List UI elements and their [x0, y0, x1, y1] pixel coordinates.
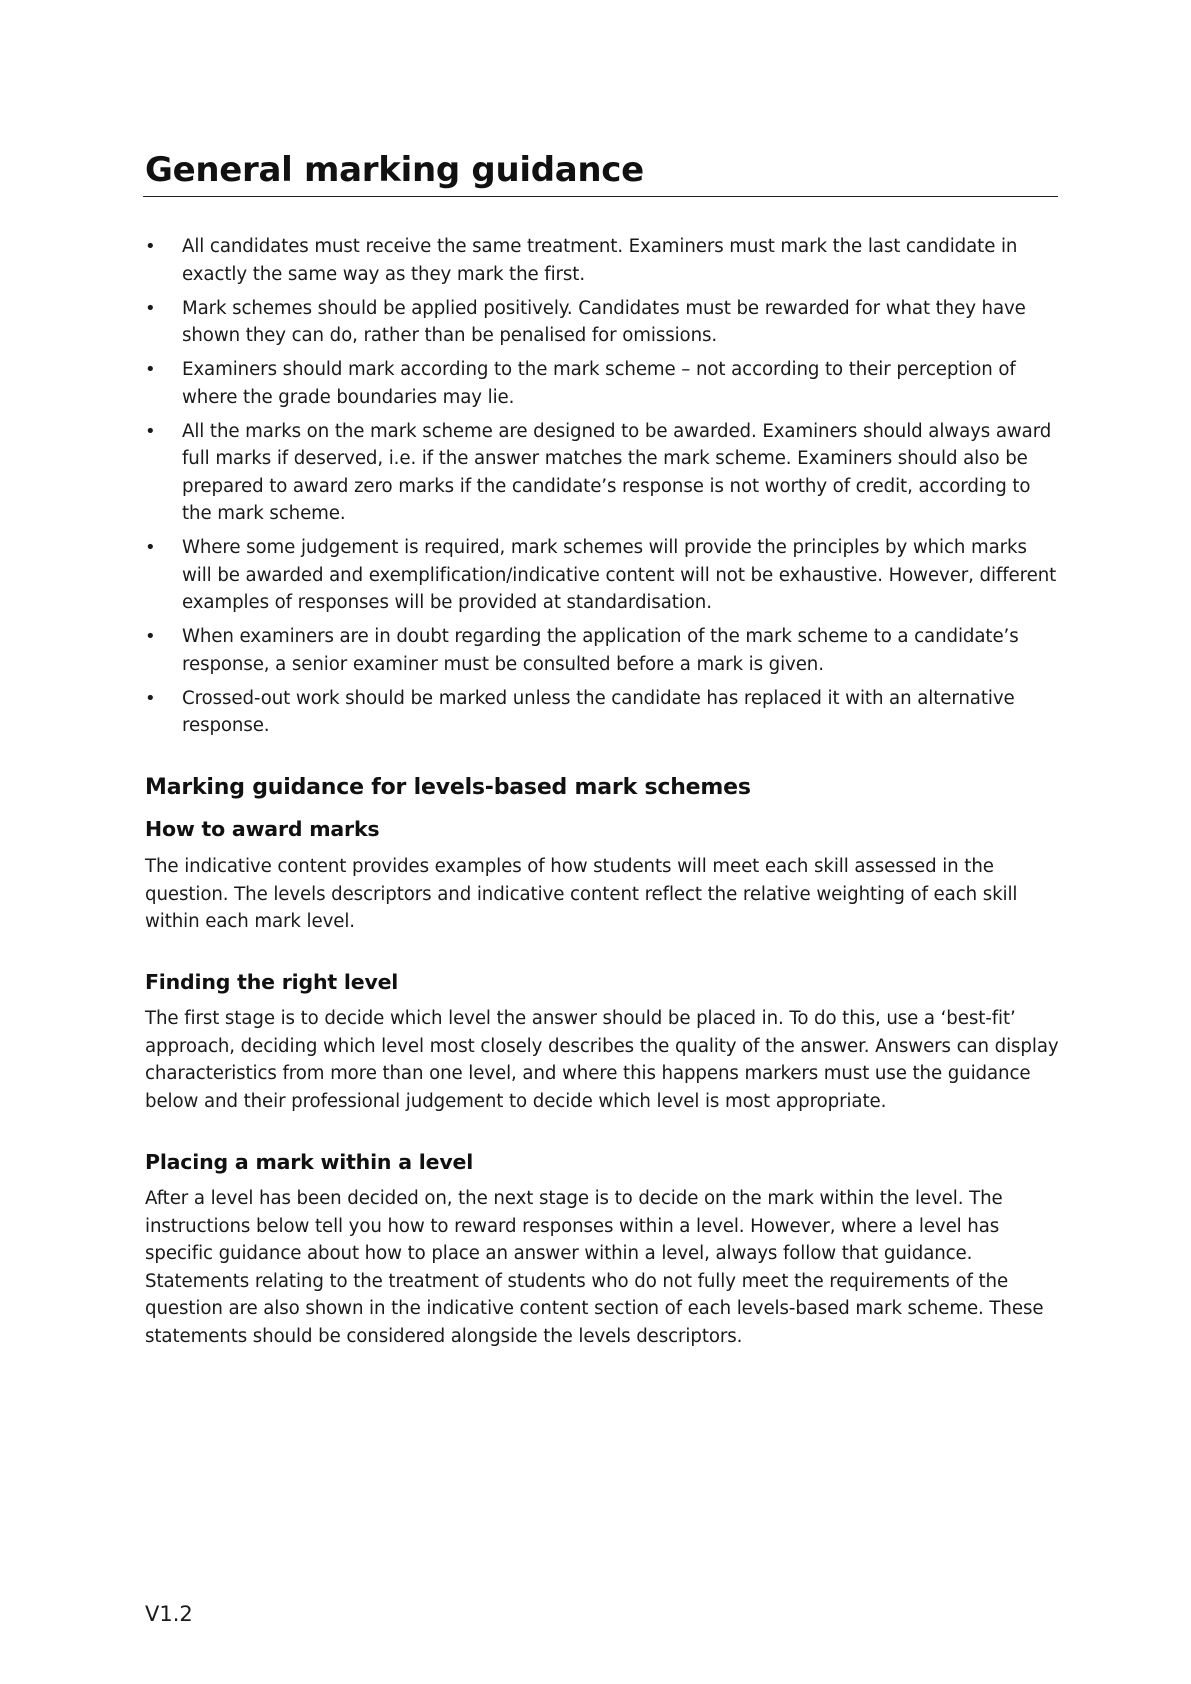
bullet-text: Examiners should mark according to the mark scheme – not according to their perception of where the grade boundaries may lie.: [182, 359, 1016, 408]
bullet-text: All the marks on the mark scheme are designed to be awarded. Examiners should always award full marks if deserved, i.e. if the answer matches the mark scheme. Examiners should also be prepared to award zero marks if the candidate’s response is not worthy of credit, according to the mark scheme.: [182, 420, 1052, 524]
section-heading-right-level: Finding the right level: [145, 970, 399, 994]
section-text-award-marks: The indicative content provides examples of how students will meet each skill assessed in the question. The levels descriptors and indicative content reflect the relative weighting of each skill within each mark level.: [145, 856, 1018, 932]
section-heading-award-marks: How to award marks: [145, 817, 380, 841]
title-underline: [143, 196, 1058, 197]
section-text-placing-mark: After a level has been decided on, the next stage is to decide on the mark within the level. The instructions below tell you how to reward responses within a level. However, where a level has specific guidance about how to place an answer within a level, always follow that guidance. Statements relating to the treatment of students who do not fully meet the requirements of the question are also shown in the indicative content section of each levels-based mark scheme. These statements should be considered alongside the levels descriptors.: [145, 1188, 1044, 1347]
bullet-text: When examiners are in doubt regarding the application of the mark scheme to a candidate’s response, a senior examiner must be consulted before a mark is given.: [182, 626, 1019, 675]
bullet-icon: •: [145, 626, 156, 647]
bullet-text: Where some judgement is required, mark schemes will provide the principles by which marks will be awarded and exemplification/indicative content will not be exhaustive. However, different examples of responses will be provided at standardisation.: [182, 537, 1057, 613]
version-label: V1.2: [145, 1602, 193, 1626]
bullet-item: [145, 418, 1060, 528]
bullet-icon: •: [145, 359, 156, 380]
section-text-right-level: The first stage is to decide which level the answer should be placed in. To do this, use a ‘best-fit’ approach, deciding which level most closely describes the quality of the answer. Answers can display characteristics from more than one level, and where this happens markers must use the guidance below and their professional judgement to decide which level is most appropriate.: [145, 1008, 1059, 1112]
bullet-item: [145, 623, 1060, 678]
bullet-item: [145, 685, 1060, 740]
bullet-icon: •: [145, 687, 156, 709]
bullet-icon: •: [145, 236, 156, 257]
bullet-icon: •: [145, 297, 156, 319]
bullet-text: Mark schemes should be applied positively. Candidates must be rewarded for what they have shown they can do, rather than be penalised for omissions.: [182, 297, 1026, 346]
bullet-icon: •: [145, 420, 156, 442]
bullet-item: [145, 295, 1060, 350]
guidance-bullet-list: [145, 233, 1060, 746]
bullet-text: All candidates must receive the same treatment. Examiners must mark the last candidate in exactly the same way as they mark the first.: [182, 236, 1018, 285]
page-title: General marking guidance: [145, 150, 644, 190]
bullet-text: Crossed-out work should be marked unless the candidate has replaced it with an alternative response.: [182, 687, 1015, 736]
bullet-icon: •: [145, 537, 156, 558]
section-heading-placing-mark: Placing a mark within a level: [145, 1150, 474, 1174]
bullet-item: [145, 356, 1060, 411]
levels-heading: Marking guidance for levels-based mark schemes: [145, 775, 751, 800]
bullet-item: [145, 534, 1060, 617]
bullet-item: [145, 233, 1060, 288]
